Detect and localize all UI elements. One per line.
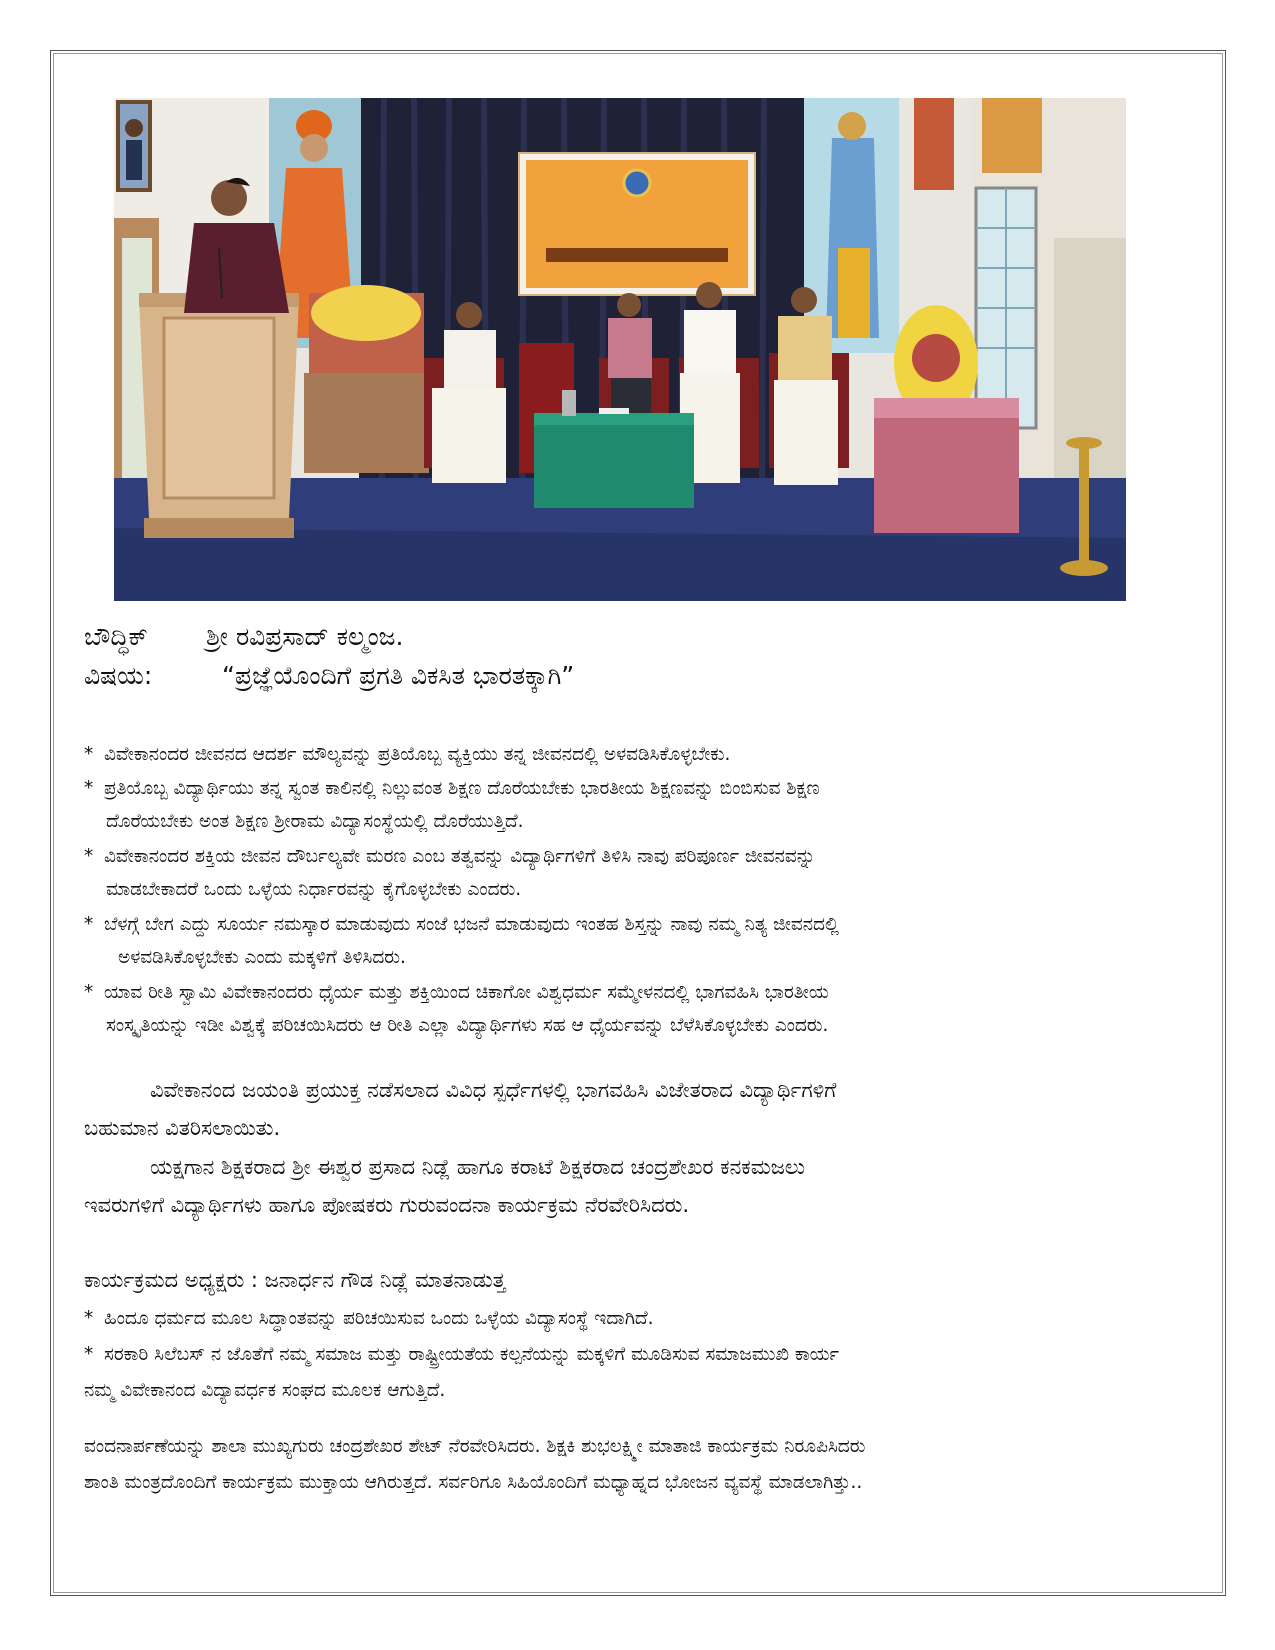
bullet-asterisk: *	[84, 1344, 94, 1365]
subject-title: “ಪ್ರಜ್ಞೆಯೊಂದಿಗೆ ಪ್ರಗತಿ ವಿಕಸಿತ ಭಾರತಕ್ಕಾಗಿ”	[222, 661, 575, 690]
list-item	[84, 846, 815, 867]
bullet-asterisk: *	[84, 914, 94, 935]
list-item	[84, 1344, 839, 1365]
bullet-asterisk: *	[84, 744, 94, 765]
speaker-label: ಬೌದ್ಧಿಕ್	[84, 622, 148, 651]
bullet-asterisk: *	[84, 778, 94, 799]
point-4-line-2: ಅಳವಡಿಸಿಕೊಳ್ಳಬೇಕು ಎಂದು ಮಕ್ಕಳಿಗೆ ತಿಳಿಸಿದರು.	[118, 947, 406, 968]
president-heading: ಕಾರ್ಯಕ್ರಮದ ಅಧ್ಯಕ್ಷರು : ಜನಾರ್ಧನ ಗೌಡ ನಿಡ್ಲೆ ಮಾತನಾಡುತ್ತ	[84, 1268, 506, 1292]
closing-line-2: ಶಾಂತಿ ಮಂತ್ರದೊಂದಿಗೆ ಕಾರ್ಯಕ್ರಮ ಮುಕ್ತಾಯ ಆಗಿರುತ್ತದೆ. ಸರ್ವರಿಗೂ ಸಿಹಿಯೊಂದಿಗೆ ಮಧ್ಯಾಹ್ನದ ಭೋಜನ ವ್ಯವಸ್ಥೆ ಮಾಡಲಾಗಿತ್ತು..	[84, 1472, 863, 1493]
point-3-line-1: ವಿವೇಕಾನಂದರ ಶಕ್ತಿಯ ಜೀವನ ದೌರ್ಬಲ್ಯವೇ ಮರಣ ಎಂಬ ತತ್ವವನ್ನು ವಿದ್ಯಾರ್ಥಿಗಳಿಗೆ ತಿಳಿಸಿ ನಾವು ಪರಿಪೂರ್ಣ ಜೀವನವನ್ನು	[104, 846, 816, 867]
list-item	[84, 914, 839, 935]
stage-photo-illustration	[114, 98, 1126, 601]
list-item	[84, 1308, 654, 1329]
list-item	[84, 982, 829, 1003]
bullet-asterisk: *	[84, 846, 94, 867]
president-point-2-line-2: ನಮ್ಮ ವಿವೇಕಾನಂದ ವಿದ್ಯಾವರ್ಧಕ ಸಂಘದ ಮೂಲಕ ಆಗುತ್ತಿದೆ.	[84, 1380, 446, 1401]
subject-label: ವಿಷಯ:	[84, 661, 153, 690]
event-stage-photo	[114, 98, 1126, 601]
bullet-asterisk: *	[84, 982, 94, 1003]
prize-para-line-2: ಬಹುಮಾನ ವಿತರಿಸಲಾಯಿತು.	[84, 1116, 281, 1140]
point-4-line-1: ಬೆಳಗ್ಗೆ ಬೇಗ ಎದ್ದು ಸೂರ್ಯ ನಮಸ್ಕಾರ ಮಾಡುವುದು ಸಂಜೆ ಭಜನೆ ಮಾಡುವುದು ಇಂತಹ ಶಿಸ್ತನ್ನು ನಾವು ನಮ್ಮ ನಿತ್ಯ ಜೀವನದಲ್ಲಿ	[104, 914, 839, 935]
point-2-line-2: ದೊರೆಯಬೇಕು ಅಂತ ಶಿಕ್ಷಣ ಶ್ರೀರಾಮ ವಿದ್ಯಾಸಂಸ್ಥೆಯಲ್ಲಿ ದೊರೆಯುತ್ತಿದೆ.	[106, 811, 524, 832]
bullet-asterisk: *	[84, 1308, 94, 1329]
speaker-heading	[84, 622, 403, 652]
guru-para-line-1: ಯಕ್ಷಗಾನ ಶಿಕ್ಷಕರಾದ ಶ್ರೀ ಈಶ್ವರ ಪ್ರಸಾದ ನಿಡ್ಲೆ ಹಾಗೂ ಕರಾಟೆ ಶಿಕ್ಷಕರಾದ ಚಂದ್ರಶೇಖರ ಕನಕಮಜಲು	[150, 1155, 806, 1179]
guru-para-line-2: ಇವರುಗಳಿಗೆ ವಿದ್ಯಾರ್ಥಿಗಳು ಹಾಗೂ ಪೋಷಕರು ಗುರುವಂದನಾ ಕಾರ್ಯಕ್ರಮ ನೆರವೇರಿಸಿದರು.	[84, 1193, 690, 1217]
subject-heading	[84, 661, 574, 691]
speaker-name: ಶ್ರೀ ರವಿಪ್ರಸಾದ್ ಕಲ್ಮಂಜ.	[206, 622, 404, 651]
point-2-line-1: ಪ್ರತಿಯೊಬ್ಬ ವಿದ್ಯಾರ್ಥಿಯು ತನ್ನ ಸ್ವಂತ ಕಾಲಿನಲ್ಲಿ ನಿಲ್ಲುವಂತ ಶಿಕ್ಷಣ ದೊರೆಯಬೇಕು ಭಾರತೀಯ ಶಿಕ್ಷಣವನ್ನು ಬಿಂಬಿಸುವ ಶಿಕ್ಷಣ	[104, 778, 820, 799]
closing-line-1: ವಂದನಾರ್ಪಣೆಯನ್ನು ಶಾಲಾ ಮುಖ್ಯಗುರು ಚಂದ್ರಶೇಖರ ಶೇಟ್ ನೆರವೇರಿಸಿದರು. ಶಿಕ್ಷಕಿ ಶುಭಲಕ್ಷ್ಮೀ ಮಾತಾಜಿ ಕಾರ್ಯಕ್ರಮ ನಿರೂಪಿಸಿದರು	[84, 1436, 866, 1457]
list-item	[84, 778, 820, 799]
president-point-2-line-1: ಸರಕಾರಿ ಸಿಲೆಬಸ್ ನ ಜೊತೆಗೆ ನಮ್ಮ ಸಮಾಜ ಮತ್ತು ರಾಷ್ಟ್ರೀಯತೆಯ ಕಲ್ಪನೆಯನ್ನು ಮಕ್ಕಳಿಗೆ ಮೂಡಿಸುವ ಸಮಾಜಮುಖಿ ಕಾರ್ಯ	[104, 1344, 840, 1365]
point-5-line-1: ಯಾವ ರೀತಿ ಸ್ವಾಮಿ ವಿವೇಕಾನಂದರು ಧೈರ್ಯ ಮತ್ತು ಶಕ್ತಿಯಿಂದ ಚಿಕಾಗೋ ವಿಶ್ವಧರ್ಮ ಸಮ್ಮೇಳನದಲ್ಲಿ ಭಾಗವಹಿಸಿ ಭಾರತೀಯ	[104, 982, 829, 1003]
president-point-1: ಹಿಂದೂ ಧರ್ಮದ ಮೂಲ ಸಿದ್ಧಾಂತವನ್ನು ಪರಿಚಯಿಸುವ ಒಂದು ಒಳ್ಳೆಯ ವಿದ್ಯಾಸಂಸ್ಥೆ ಇದಾಗಿದೆ.	[104, 1308, 654, 1329]
prize-para-line-1: ವಿವೇಕಾನಂದ ಜಯಂತಿ ಪ್ರಯುಕ್ತ ನಡೆಸಲಾದ ವಿವಿಧ ಸ್ಪರ್ಧೆಗಳಲ್ಲಿ ಭಾಗವಹಿಸಿ ವಿಜೇತರಾದ ವಿದ್ಯಾರ್ಥಿಗಳಿಗೆ	[150, 1078, 837, 1102]
point-5-line-2: ಸಂಸ್ಕೃತಿಯನ್ನು ಇಡೀ ವಿಶ್ವಕ್ಕೆ ಪರಿಚಯಿಸಿದರು ಆ ರೀತಿ ಎಲ್ಲಾ ವಿದ್ಯಾರ್ಥಿಗಳು ಸಹ ಆ ಧೈರ್ಯವನ್ನು ಬೆಳೆಸಿಕೊಳ್ಳಬೇಕು ಎಂದರು.	[106, 1015, 829, 1036]
list-item	[84, 744, 730, 765]
point-1-line-1: ವಿವೇಕಾನಂದರ ಜೀವನದ ಆದರ್ಶ ಮೌಲ್ಯವನ್ನು ಪ್ರತಿಯೊಬ್ಬ ವ್ಯಕ್ತಿಯು ತನ್ನ ಜೀವನದಲ್ಲಿ ಅಳವಡಿಸಿಕೊಳ್ಳಬೇಕು.	[104, 744, 731, 765]
point-3-line-2: ಮಾಡಬೇಕಾದರೆ ಒಂದು ಒಳ್ಳೆಯ ನಿರ್ಧಾರವನ್ನು ಕೈಗೊಳ್ಳಬೇಕು ಎಂದರು.	[106, 879, 522, 900]
